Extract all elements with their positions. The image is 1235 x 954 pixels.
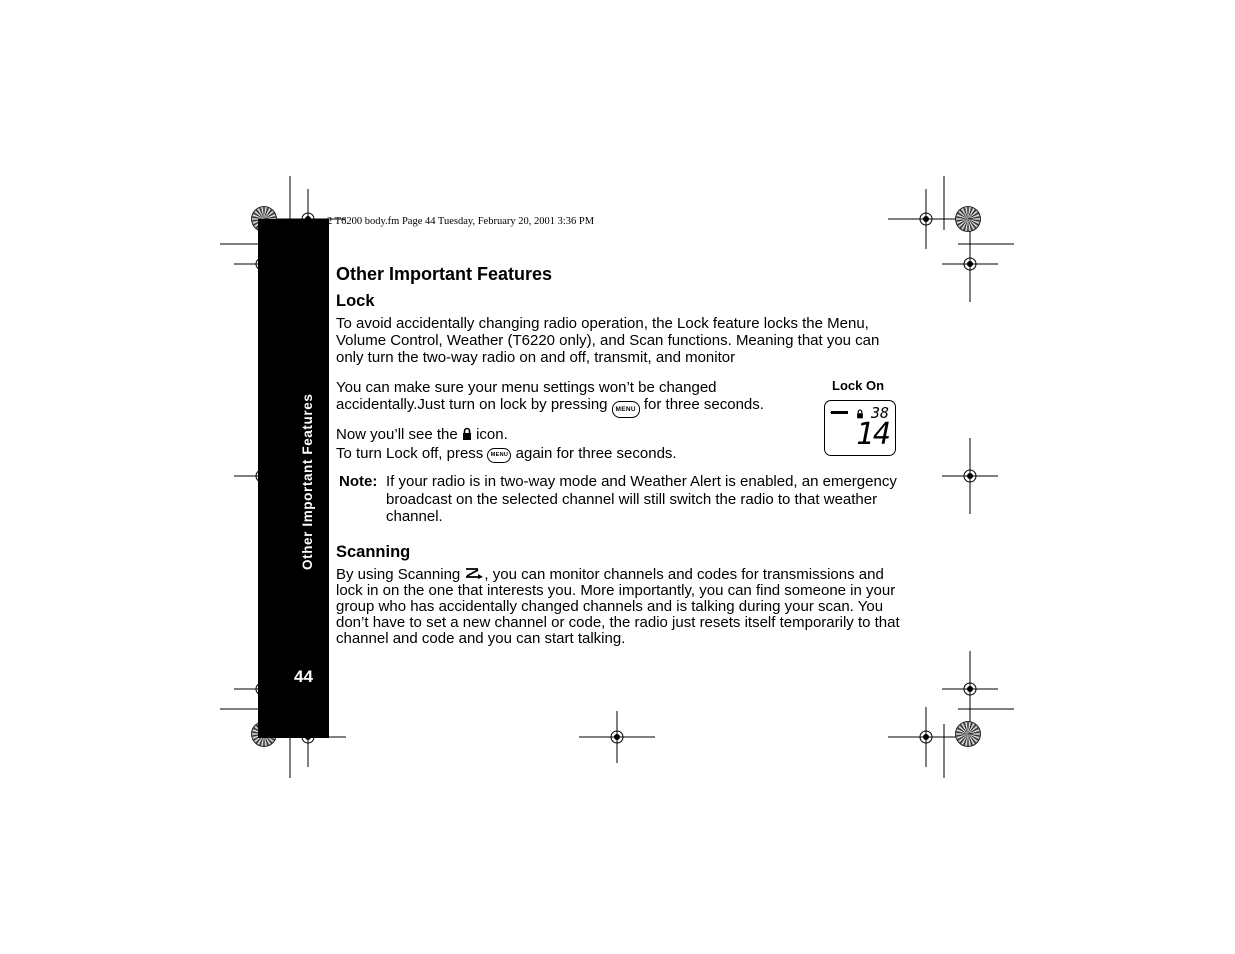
scanning-paragraph — [336, 567, 906, 647]
page-number: 44 — [294, 667, 313, 686]
lcd-channel: 14 — [856, 417, 891, 452]
lcd-display — [824, 400, 896, 456]
lock-intro-paragraph: To avoid accidentally changing radio operation, the Lock feature locks the Menu, Volume Control, Weather (T6220 only), and Scan functions. Meaning that you can only turn the two-way radio on and off, transmit, and monitor — [336, 315, 880, 366]
lock-line-2 — [336, 396, 806, 418]
note-label: Note: — [339, 473, 378, 490]
file-header-line: 2 T6200 body.fm Page 44 Tuesday, February 20, 2001 3:36 PM — [327, 216, 595, 227]
lock-line-4-pre: To turn Lock off, press — [336, 445, 484, 462]
lcd-code: 38 — [871, 404, 890, 422]
lock-line-4 — [336, 445, 806, 463]
scanning-line-1-post: , you can monitor channels and codes for transmissions — [484, 566, 855, 583]
menu-button-icon: MENU — [612, 401, 640, 418]
lock-line-2-post: for three seconds. — [643, 396, 764, 413]
lock-icon — [462, 427, 472, 441]
lock-line-1: You can make sure your menu settings won’t be changed — [336, 379, 717, 396]
menu-button-icon-2: MENU — [487, 448, 511, 463]
lock-heading: Lock — [336, 292, 375, 310]
lock-line-4-post: again for three seconds. — [515, 445, 677, 462]
sidebar-tab — [258, 219, 329, 738]
lock-line-3-pre: Now you’ll see the — [336, 426, 458, 443]
scan-icon — [464, 567, 484, 579]
scanning-heading: Scanning — [336, 543, 411, 561]
page-title: Other Important Features — [336, 264, 553, 284]
starburst-bottom-right — [956, 722, 981, 747]
sidebar-section-title: Other Important Features — [300, 393, 315, 570]
lock-instructions — [336, 379, 806, 463]
lock-line-3-post: icon. — [476, 426, 508, 443]
scanning-rest: and lock in on the one that interests you. More importantly, you can find someone in your group who has accidentally changed channels and is talking during your scan. You don’t have to set a new channel or code, the radio just resets itself temporarily to that channel and code and you can start talking. — [336, 566, 900, 647]
lock-line-3 — [336, 426, 806, 443]
scanning-line-1-pre: By using Scanning — [336, 566, 461, 583]
lock-line-2-pre: accidentally.Just turn on lock by pressing — [336, 396, 608, 413]
note-text: If your radio is in two-way mode and Weather Alert is enabled, an emergency broadcast on the selected channel will still switch the radio to that weather channel. — [386, 473, 897, 525]
lcd-caption: Lock On — [832, 378, 885, 393]
starburst-top-right — [956, 207, 981, 232]
